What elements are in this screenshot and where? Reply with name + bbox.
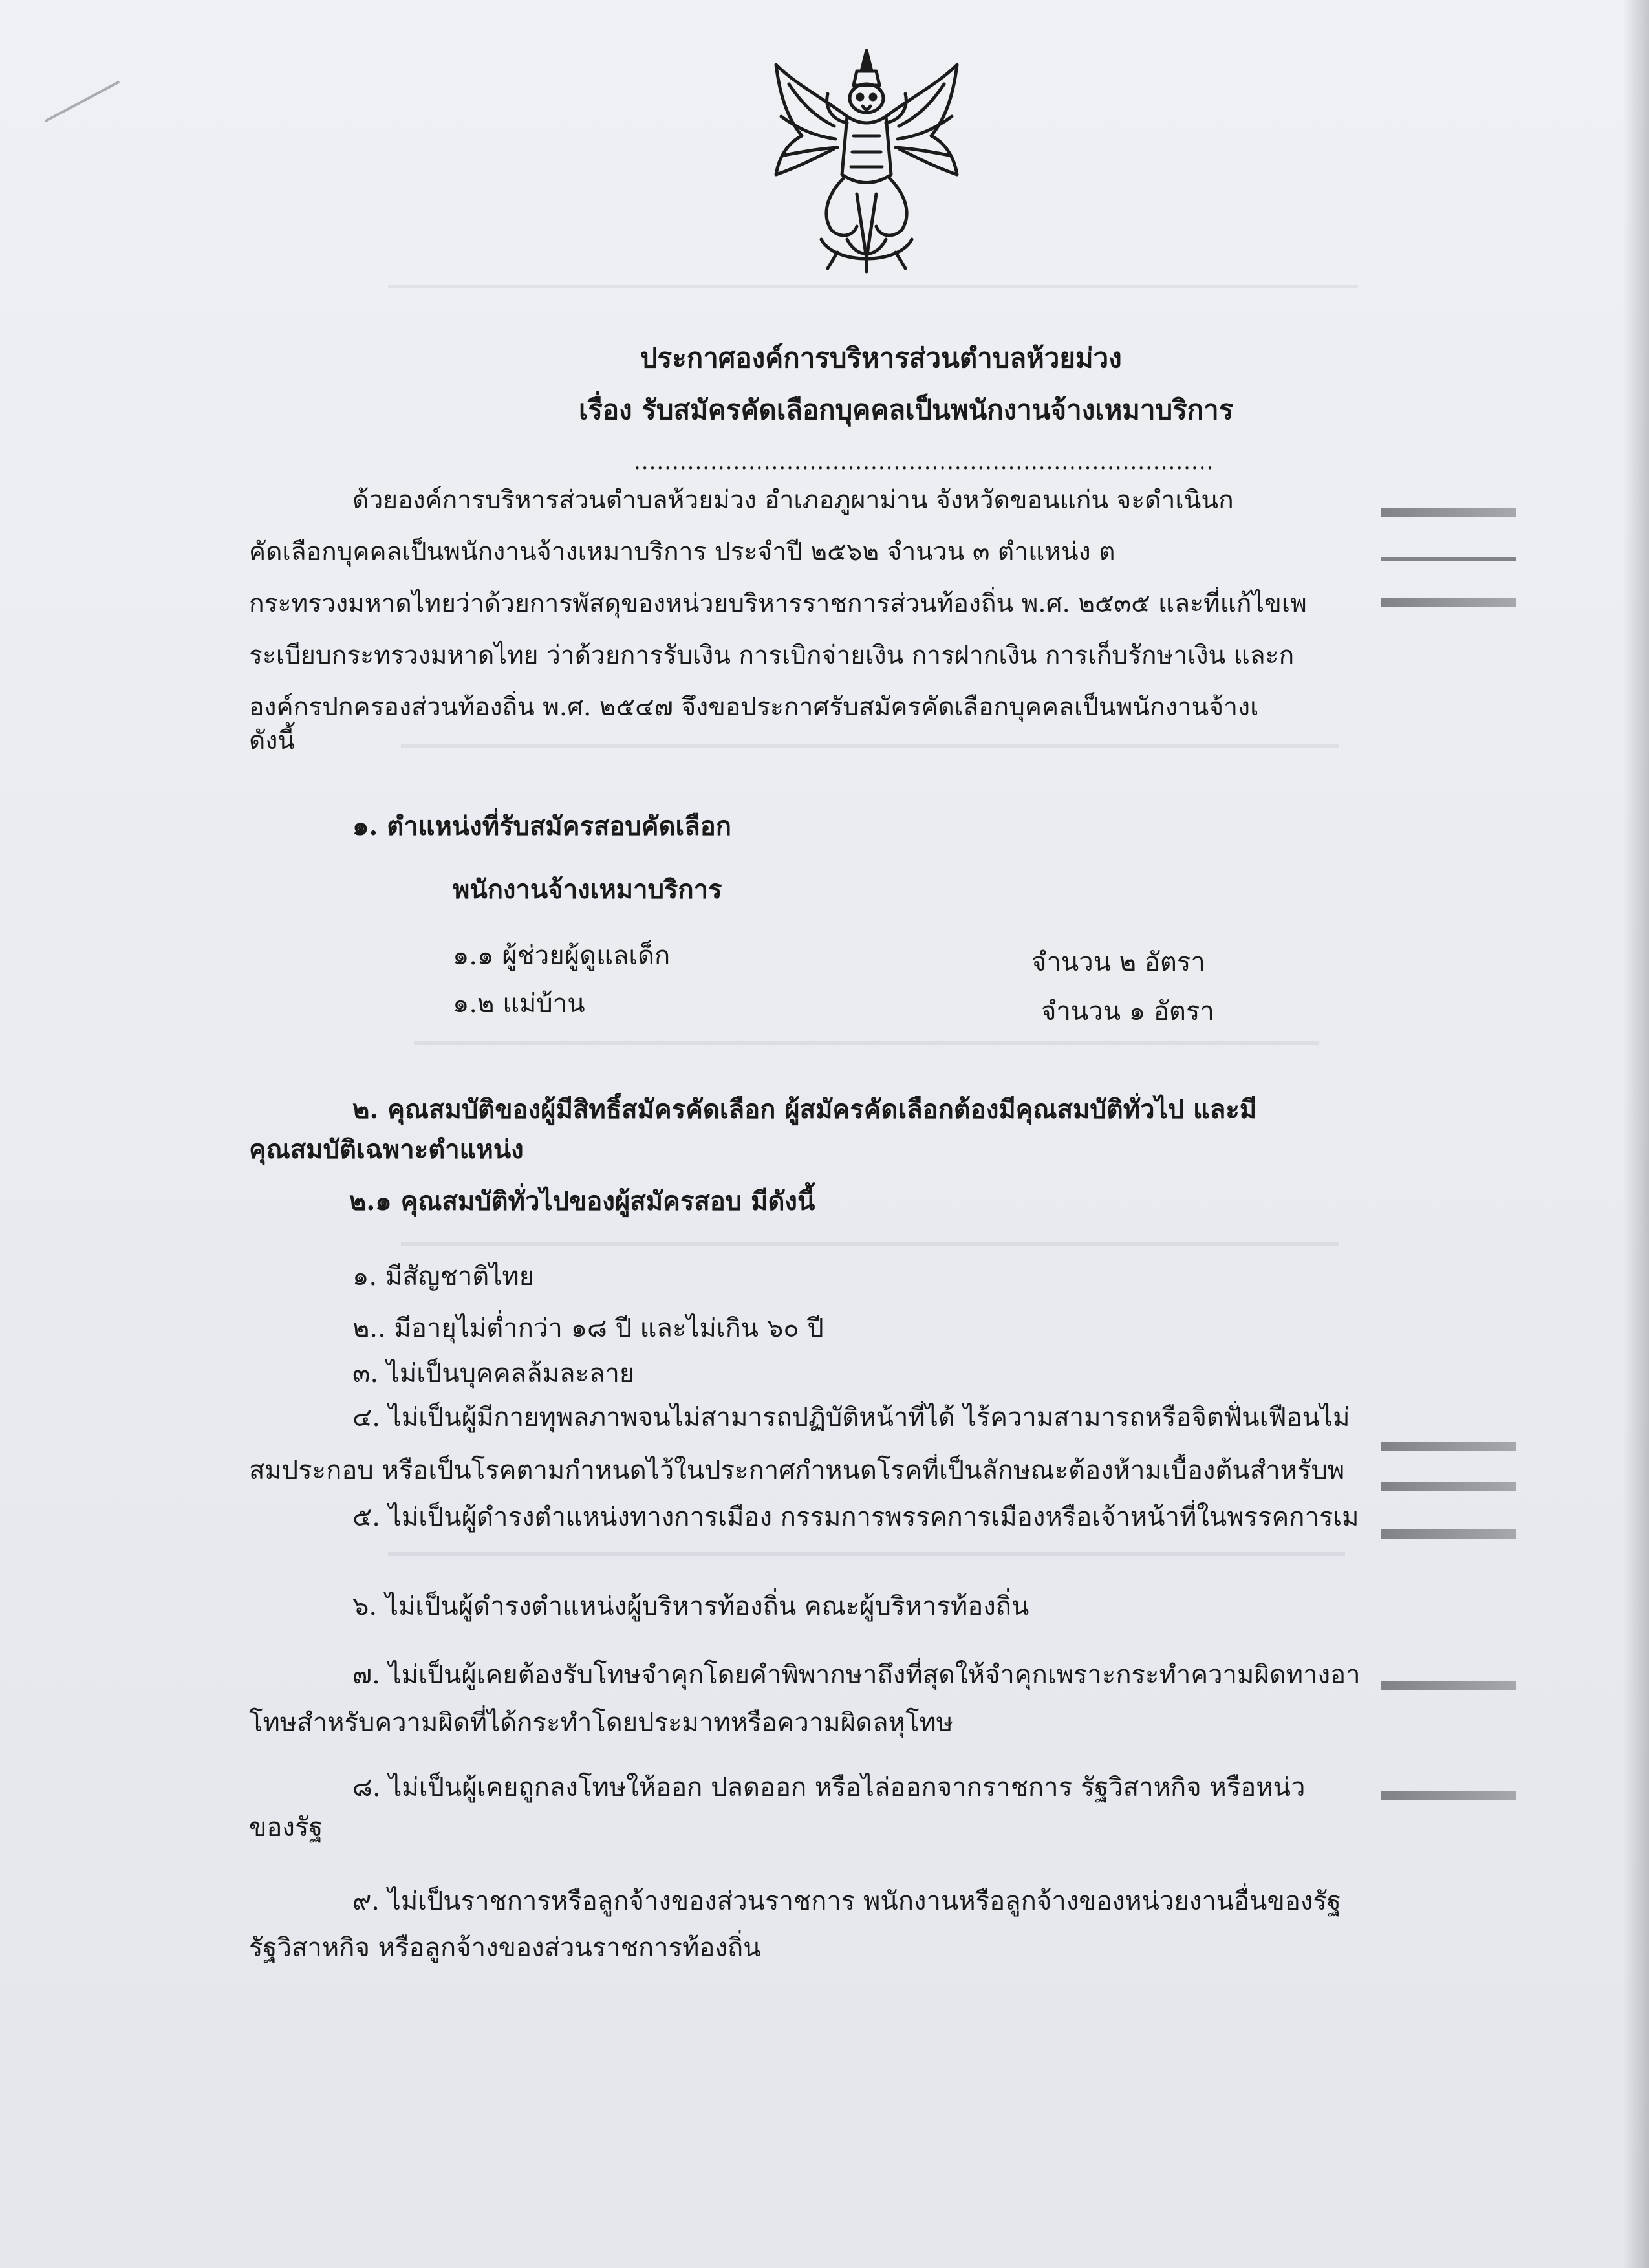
qualification-item-cont: สมประกอบ หรือเป็นโรคตามกำหนดไว้ในประกาศกำหนดโรคที่เป็นลักษณะต้องห้ามเบื้องต้นสำหรับพ <box>249 1456 1345 1485</box>
section1-heading: ๑. ตำแหน่งที่รับสมัครสอบคัดเลือก <box>352 811 731 841</box>
qualification-item: ๕. ไม่เป็นผู้ดำรงตำแหน่งทางการเมือง กรรมการพรรคการเมืองหรือเจ้าหน้าที่ในพรรคการเม <box>352 1502 1359 1532</box>
qualification-item: ๘. ไม่เป็นผู้เคยถูกลงโทษให้ออก ปลดออก หรือไล่ออกจากราชการ รัฐวิสาหกิจ หรือหน่ว <box>352 1773 1306 1802</box>
announcement-title: ประกาศองค์การบริหารส่วนตำบลห้วยม่วง <box>640 342 1122 374</box>
scan-smudge <box>1381 1482 1516 1491</box>
scan-smudge <box>1381 508 1516 517</box>
show-through-mark <box>414 1041 1319 1045</box>
show-through-mark <box>388 1552 1345 1556</box>
intro-line: กระทรวงมหาดไทยว่าด้วยการพัสดุของหน่วยบริหารราชการส่วนท้องถิ่น พ.ศ. ๒๕๓๕ และที่แก้ไขเพ <box>249 589 1307 618</box>
section2-subheading: ๒.๑ คุณสมบัติทั่วไปของผู้สมัครสอบ มีดังนี้ <box>349 1186 815 1216</box>
show-through-mark <box>401 744 1339 748</box>
qualification-item: ๗. ไม่เป็นผู้เคยต้องรับโทษจำคุกโดยคำพิพากษาถึงที่สุดให้จำคุกเพราะกระทำความผิดทางอา <box>352 1660 1361 1690</box>
section1-subheading: พนักงานจ้างเหมาบริการ <box>453 874 722 905</box>
position-count: จำนวน ๒ อัตรา <box>1031 947 1205 977</box>
qualification-item: ๒.. มีอายุไม่ต่ำกว่า ๑๘ ปี และไม่เกิน ๖๐ ปี <box>352 1313 824 1343</box>
announcement-subject: เรื่อง รับสมัครคัดเลือกบุคคลเป็นพนักงานจ้างเหมาบริการ <box>579 394 1234 426</box>
position-name: ๑.๒ แม่บ้าน <box>453 989 585 1019</box>
qualification-item: ๖. ไม่เป็นผู้ดำรงตำแหน่งผู้บริหารท้องถิ่น คณะผู้บริหารท้องถิ่น <box>352 1592 1029 1621</box>
scan-smudge <box>1381 1529 1516 1539</box>
qualification-item-cont: โทษสำหรับความผิดที่ได้กระทำโดยประมาทหรือความผิดลหุโทษ <box>249 1708 954 1738</box>
scan-smudge <box>1381 557 1516 561</box>
qualification-item: ๑. มีสัญชาติไทย <box>352 1262 535 1291</box>
intro-line: ดังนี้ <box>249 726 296 755</box>
position-count: จำนวน ๑ อัตรา <box>1041 997 1214 1026</box>
position-name: ๑.๑ ผู้ช่วยผู้ดูแลเด็ก <box>453 941 671 971</box>
scan-scratch-mark <box>45 81 120 123</box>
intro-line: คัดเลือกบุคคลเป็นพนักงานจ้างเหมาบริการ ประจำปี ๒๕๖๒ จำนวน ๓ ตำแหน่ง ต <box>249 537 1116 567</box>
section2-heading: ๒. คุณสมบัติของผู้มีสิทธิ์สมัครคัดเลือก ผู้สมัครคัดเลือกต้องมีคุณสมบัติทั่วไป และมี <box>352 1094 1257 1125</box>
garuda-emblem-icon <box>750 45 983 275</box>
page-edge-shadow <box>1623 0 1649 2268</box>
qualification-item: ๔. ไม่เป็นผู้มีกายทุพลภาพจนไม่สามารถปฏิบัติหน้าที่ได้ ไร้ความสามารถหรือจิตฟั่นเฟือนไม่ <box>352 1403 1350 1432</box>
qualification-item: ๙. ไม่เป็นราชการหรือลูกจ้างของส่วนราชการ พนักงานหรือลูกจ้างของหน่วยงานอื่นของรัฐ <box>352 1886 1341 1916</box>
qualification-item-cont: รัฐวิสาหกิจ หรือลูกจ้างของส่วนราชการท้องถิ่น <box>249 1933 761 1963</box>
scan-smudge <box>1381 1442 1516 1451</box>
separator-dots: ............................................................................ <box>634 449 1214 475</box>
qualification-item: ๓. ไม่เป็นบุคคลล้มละลาย <box>352 1359 635 1388</box>
intro-line: ระเบียบกระทรวงมหาดไทย ว่าด้วยการรับเงิน การเบิกจ่ายเงิน การฝากเงิน การเก็บรักษาเงิน และก <box>249 641 1295 670</box>
intro-line: ด้วยองค์การบริหารส่วนตำบลห้วยม่วง อำเภอภูผาม่าน จังหวัดขอนแก่น จะดำเนินก <box>352 486 1234 515</box>
intro-line: องค์กรปกครองส่วนท้องถิ่น พ.ศ. ๒๕๔๗ จึงขอประกาศรับสมัครคัดเลือกบุคคลเป็นพนักงานจ้างเ <box>249 693 1259 722</box>
qualification-item-cont: ของรัฐ <box>249 1813 323 1842</box>
show-through-mark <box>388 285 1358 288</box>
scan-smudge <box>1381 1681 1516 1690</box>
scan-smudge <box>1381 1791 1516 1800</box>
scan-smudge <box>1381 598 1516 607</box>
section2-heading-cont: คุณสมบัติเฉพาะตำแหน่ง <box>249 1134 524 1165</box>
show-through-mark <box>401 1242 1339 1246</box>
